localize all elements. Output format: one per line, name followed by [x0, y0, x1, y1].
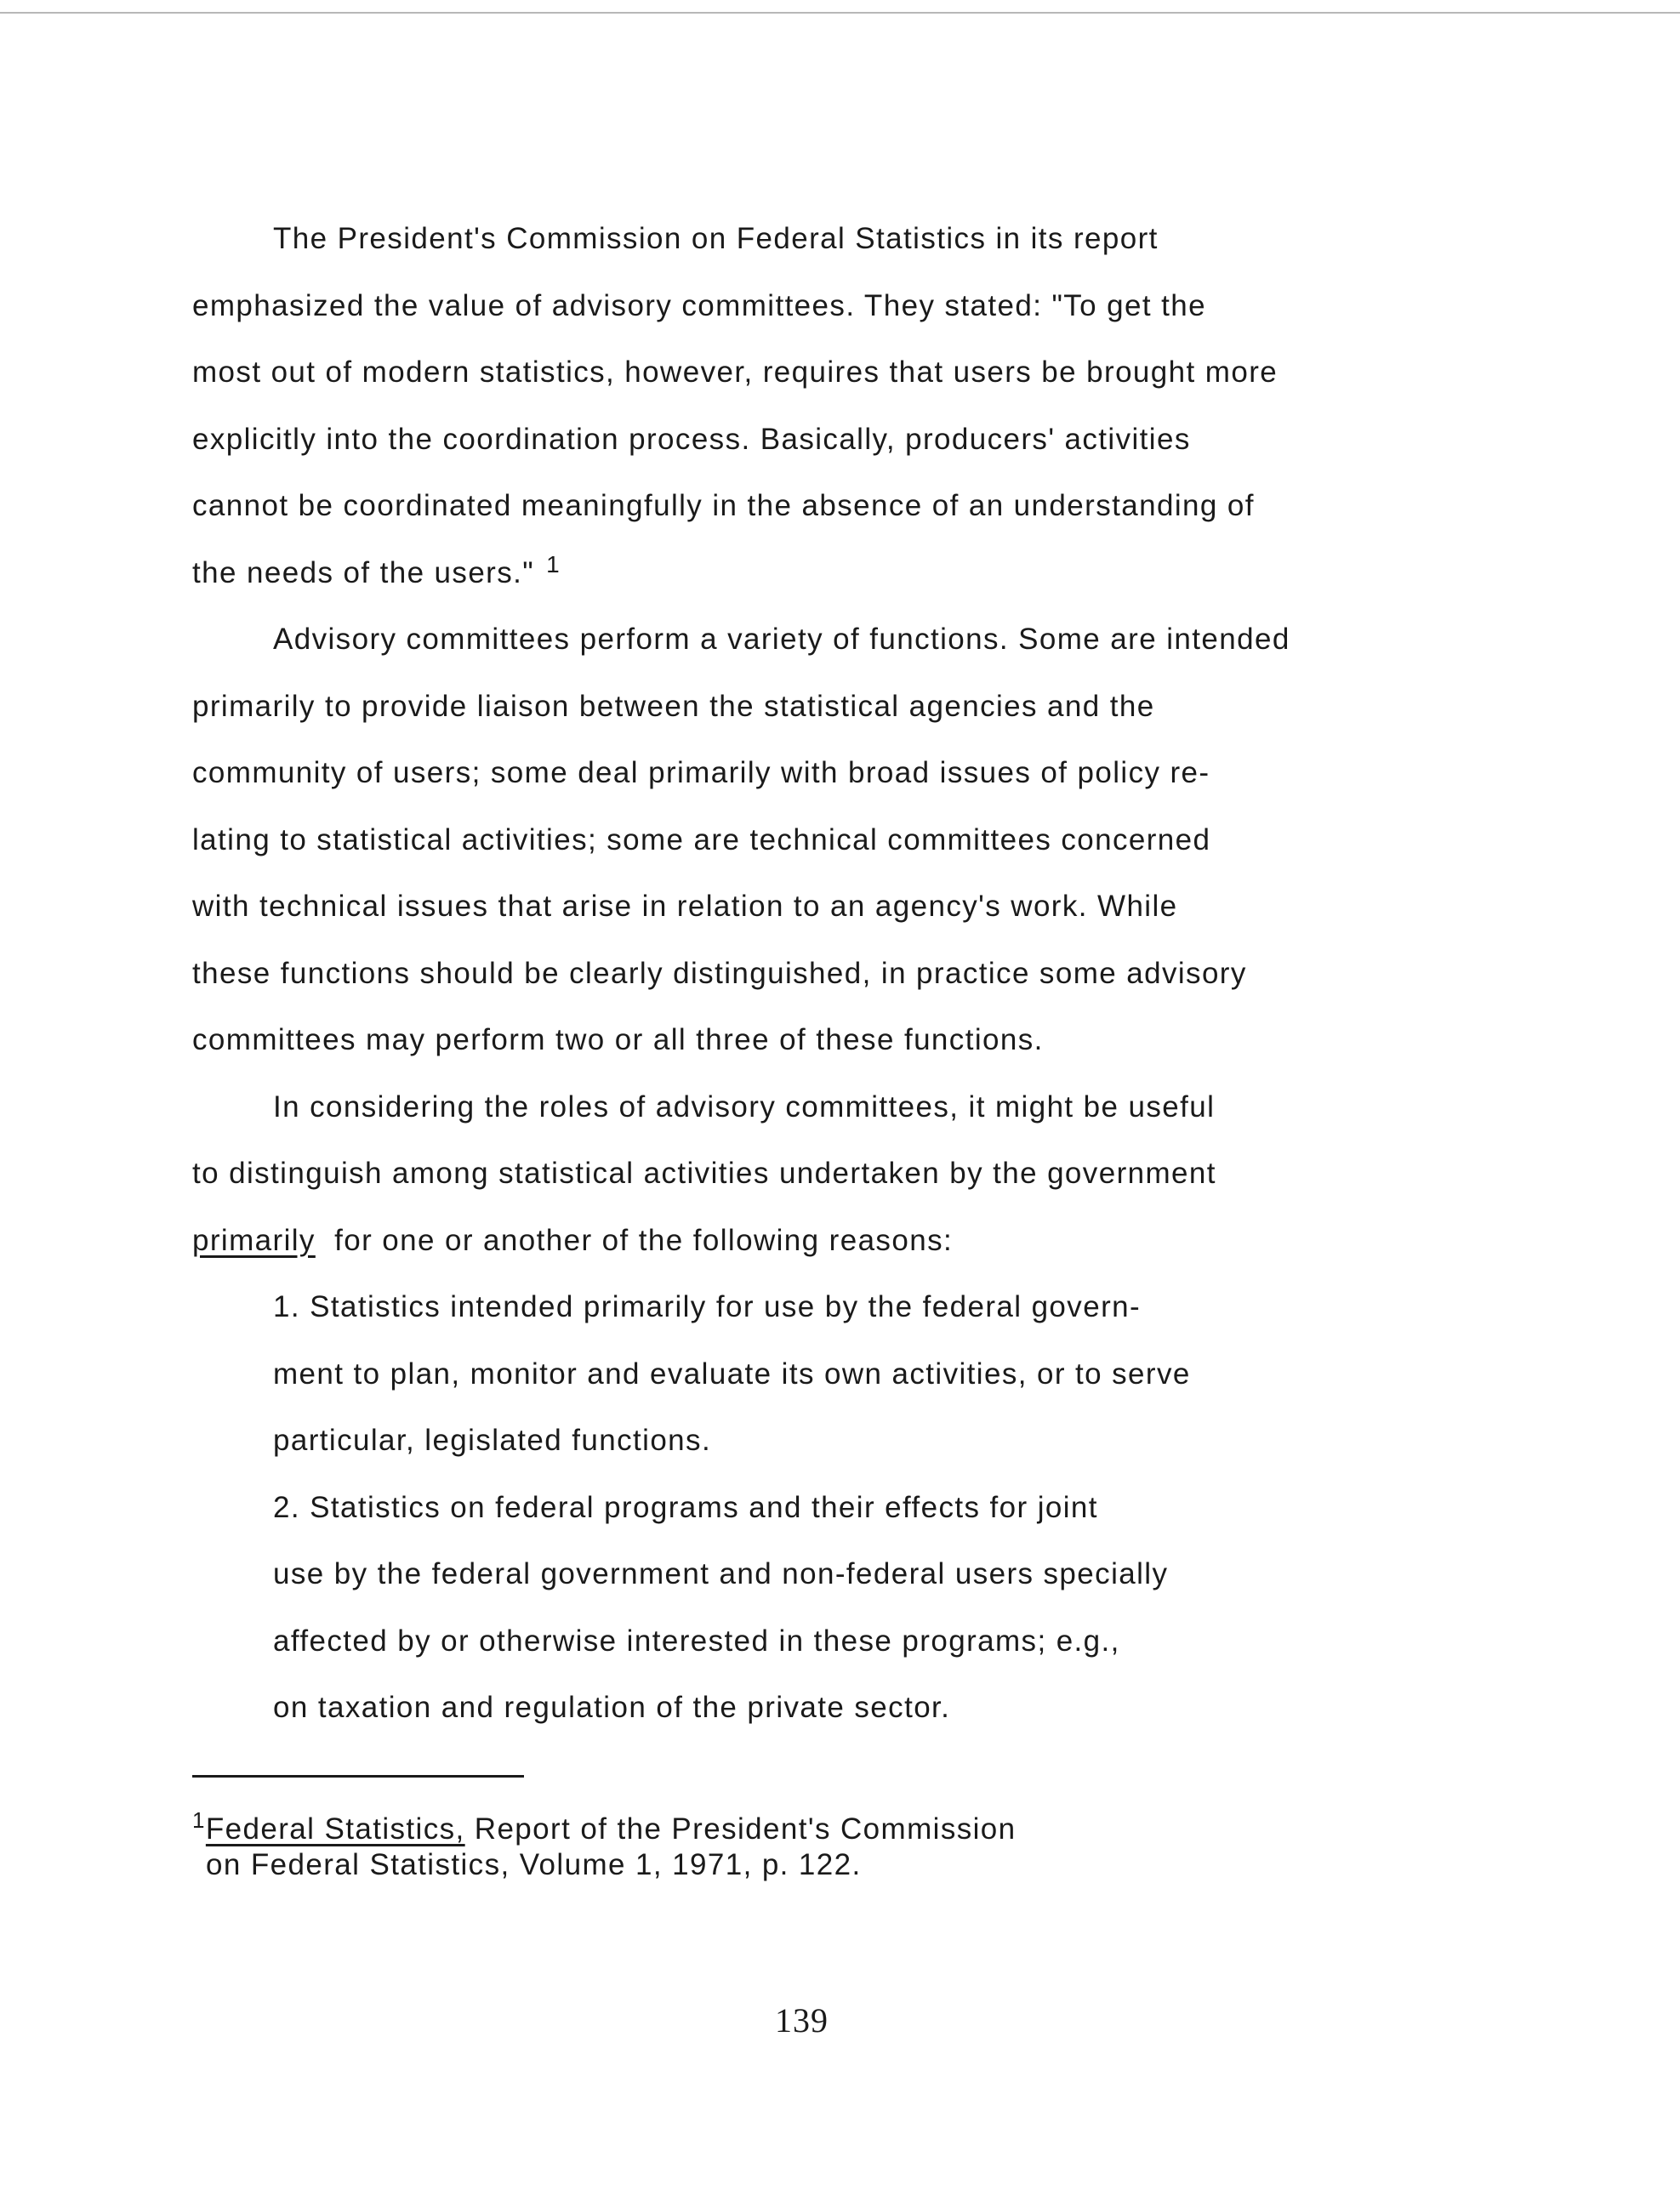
body-line: explicitly into the coordination process. Basically, producers' activities: [192, 422, 1191, 456]
body-line: committees may perform two or all three of these functions.: [192, 1023, 1044, 1056]
list-item-line: 2. Statistics on federal programs and their effects for joint: [273, 1490, 1098, 1524]
body-line: The President's Commission on Federal Statistics in its report: [273, 222, 1159, 255]
list-item-line: use by the federal government and non-federal users specially: [273, 1557, 1169, 1590]
body-line: the needs of the users." $^1$: [192, 550, 561, 589]
body-line: community of users; some deal primarily with broad issues of policy re-: [192, 756, 1210, 789]
body-line: with technical issues that arise in relation to an agency's work. While: [192, 890, 1178, 923]
list-item-line: particular, legislated functions.: [273, 1424, 712, 1457]
top-scan-rule: [0, 12, 1680, 14]
body-line: lating to statistical activities; some are technical committees concerned: [192, 822, 1211, 856]
body-line: these functions should be clearly distinguished, in practice some advisory: [192, 956, 1247, 990]
body-line: primarily for one or another of the following reasons:: [192, 1223, 954, 1257]
body-line: most out of modern statistics, however, requires that users be brought more: [192, 356, 1279, 389]
footnote-line: $^1$Federal Statistics, Report of the President's Commission: [192, 1807, 1017, 1846]
footnote-mark: 1: [192, 1807, 206, 1833]
body-line: cannot be coordinated meaningfully in the absence of an understanding of: [192, 489, 1255, 522]
list-item-line: affected by or otherwise interested in these programs; e.g.,: [273, 1624, 1120, 1658]
list-item-line: ment to plan, monitor and evaluate its own activities, or to serve: [273, 1357, 1191, 1391]
body-text: [192, 206, 1502, 1742]
body-line: primarily to provide liaison between the statistical agencies and the: [192, 689, 1155, 723]
footnote-reference: 1: [546, 550, 561, 577]
body-line: to distinguish among statistical activities undertaken by the government: [192, 1157, 1216, 1190]
list-item-line: on taxation and regulation of the private sector.: [273, 1691, 951, 1724]
body-line: emphasized the value of advisory committees. They stated: "To get the: [192, 288, 1207, 322]
body-line: Advisory committees perform a variety of functions. Some are intended: [273, 623, 1290, 656]
footnote: [192, 1807, 1502, 1883]
footnote-separator: [192, 1775, 524, 1778]
body-line: In considering the roles of advisory committees, it might be useful: [273, 1089, 1216, 1124]
list-item-line: 1. Statistics intended primarily for use by the federal govern-: [273, 1290, 1142, 1323]
underlined-word: primarily: [192, 1223, 316, 1257]
footnote-title: Federal Statistics,: [205, 1812, 465, 1846]
footnote-line: on Federal Statistics, Volume 1, 1971, p. 122.: [206, 1848, 862, 1881]
page-number: 139: [775, 2001, 829, 2040]
